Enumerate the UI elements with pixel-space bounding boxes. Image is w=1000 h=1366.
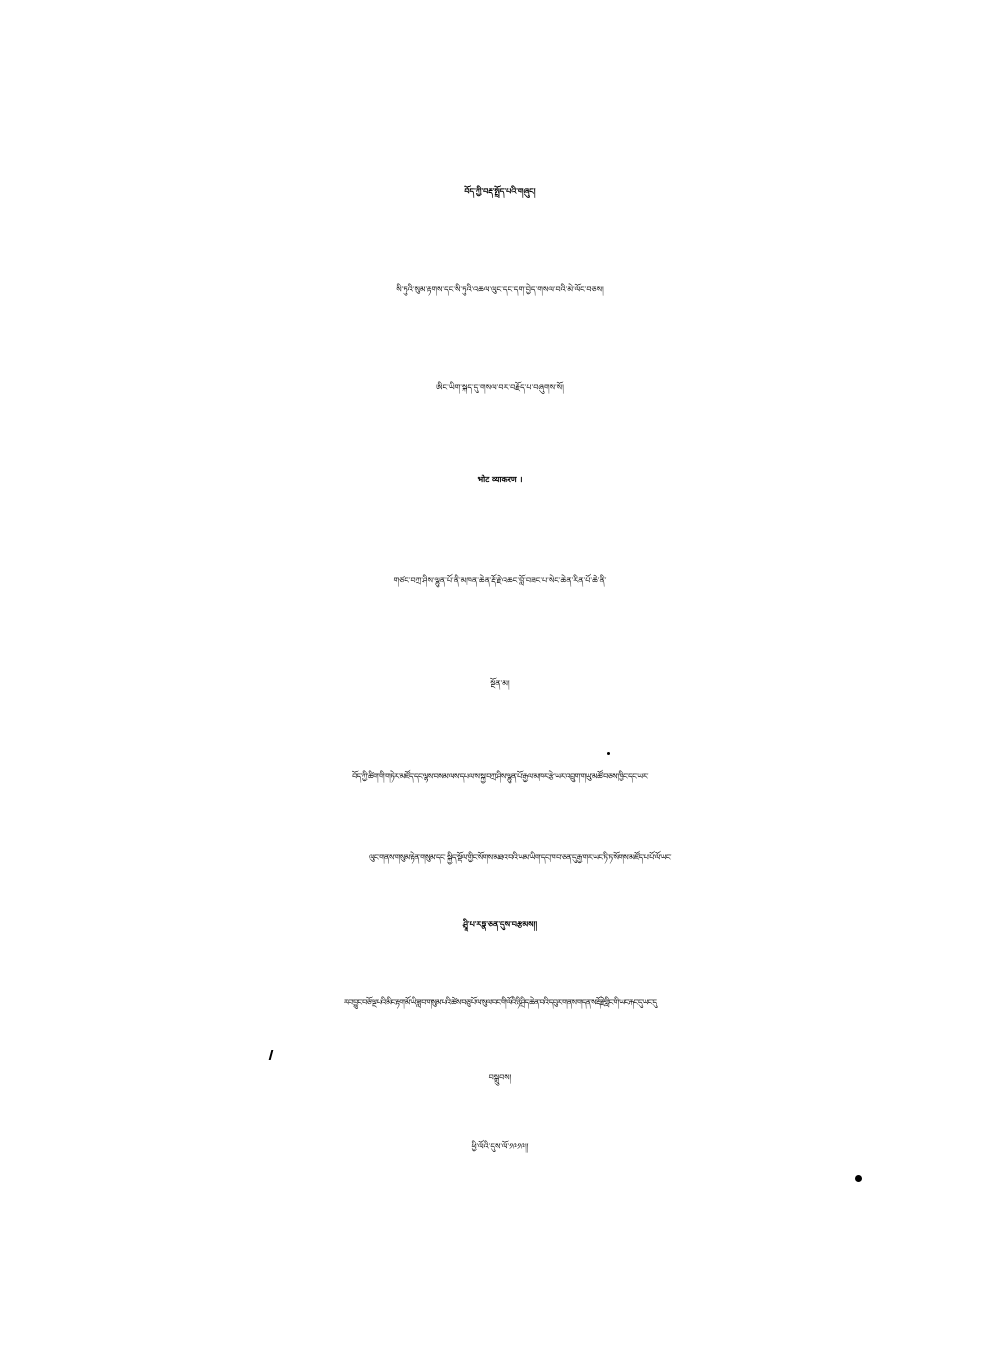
book-subtitle: སི་ཏུའི་སུམ་རྟགས་དང་སི་ཏུའི་འཆལ་ལུང་དང་དག་བྱེད་གསལ་བའི་མེ་ལོང་བཅས། — [396, 285, 604, 294]
preface-paragraph-1: བོད་ཀྱི་ཚིག་གི་གཏེར་མཛོད་དང་ལྷས་བསམ་ལས་དཔལ་ས་སྐྱ་བཀྲ་ཤིས་ལྷུན་པོ་རྒྱལ་མཁར་རྩེ་ཡར་འབྲུག་གཡུ་མཚོ་བཅས་ཁྱིང་དང་ཡར་ — [352, 772, 648, 781]
book-title: བོད་ཀྱི་བརྡ་སྤྲོད་པའི་གཞུང། — [464, 186, 536, 196]
preface-paragraph-2: ལུང་གནས་གསུམ་རྟེན་གསུམ་དང་ སྐྱིད་སྡོལ་གྱིང་སོགས་མཐའ་བའི་ཡམ་ཡིག་དང་ཁ་བ་ཅན་དུ་རྒྱ་གར་ཡང་ཏི་ཏ་སོགས་མཛོད་པ་པོ་ལོ་ཡང་ — [368, 853, 671, 862]
colophon-paragraph: རབ་བྱུང་བཅོ་ལྔ་པའི་མིང་རྟག་མོ་ཡི་ཟླ་བ་གསུམ་པའི་ཚེས་བཅུ་པོ་ལ་སུལ་བང་གི་ལོའི་ཉི་ཤྲིད་ཆེན་བའི་དབུར་གནས་གདན་ས་རྡོ་རྗེ་གླིང་གི་ཡང་རྐང་དུ་ཡང་དུ — [343, 998, 657, 1007]
ink-dot-large — [855, 1175, 862, 1182]
invocation-line: ཤྲཱི་པ་རཏྣ་ཅན་དུས་བརྩམས།། — [462, 919, 538, 929]
date-line: ཕྱི་ལོའི་དུས་ལོ་༡༩༡༩།། — [471, 1142, 529, 1151]
ink-dot — [607, 752, 610, 755]
english-note: ཨིང་ཡིག་སྐད་དུ་གསལ་བར་བརྗོད་པ་བཞུགས་སོ། — [436, 383, 564, 392]
author-line: གཙང་བཀྲ་ཤིས་ལྷུན་པོ་ནི་མཁན་ཆེན་རྡོ་རྗེ་འཆང་བློ་བཟང་པ་སེང་ཆེན་རིན་པོ་ཆེ་ནི་ — [393, 576, 607, 585]
hindi-title: भोट व्याकरण । — [477, 474, 523, 484]
preface-heading: སྔོན་མ། — [490, 679, 510, 688]
signature-line: བསྒྲུབས། — [488, 1073, 512, 1082]
ink-mark — [269, 1050, 274, 1060]
